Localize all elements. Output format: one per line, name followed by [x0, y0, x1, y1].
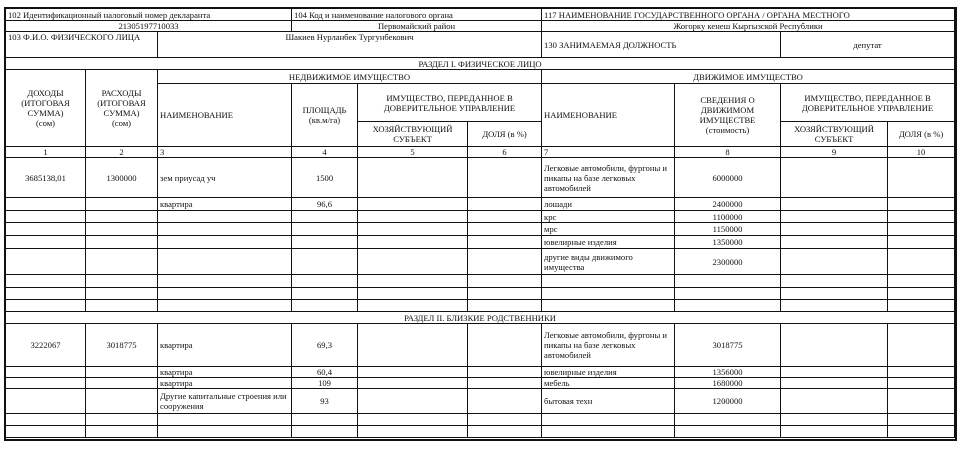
table-cell — [86, 223, 158, 236]
table-row — [6, 288, 955, 300]
table-cell — [888, 198, 955, 211]
table-cell — [358, 300, 468, 312]
table-cell — [358, 378, 468, 389]
table-cell — [542, 288, 675, 300]
table-cell: 6000000 — [675, 158, 781, 198]
table-cell: 3018775 — [86, 324, 158, 367]
column-number: 1 — [6, 147, 86, 158]
table-row — [6, 414, 955, 426]
table-row — [6, 300, 955, 312]
table-cell — [468, 378, 542, 389]
table-row — [6, 389, 955, 414]
column-number: 3 — [158, 147, 292, 158]
table-cell — [158, 275, 292, 288]
table-cell: Легковые автомобили, фургоны и пикапы на базе легковых автомобилей — [542, 158, 675, 198]
column-number: 4 — [292, 147, 358, 158]
table-cell: 109 — [292, 378, 358, 389]
table-cell — [542, 275, 675, 288]
table-cell — [468, 389, 542, 414]
movable-trust-header: ИМУЩЕСТВО, ПЕРЕДАННОЕ В ДОВЕРИТЕЛЬНОЕ УПРАВЛЕНИЕ — [781, 84, 955, 122]
table-cell — [292, 249, 358, 275]
table-cell — [6, 414, 86, 426]
table-cell — [158, 426, 292, 438]
table-cell — [358, 211, 468, 223]
table-row — [6, 223, 955, 236]
table-cell: 3018775 — [675, 324, 781, 367]
table-cell — [6, 211, 86, 223]
table-cell — [358, 236, 468, 249]
column-number: 5 — [358, 147, 468, 158]
table-cell — [6, 288, 86, 300]
movable-entity-header: ХОЗЯЙСТВУЮЩИЙ СУБЪЕКТ — [781, 122, 888, 147]
table-row — [6, 367, 955, 378]
table-cell — [86, 367, 158, 378]
table-cell: бытовая техн — [542, 389, 675, 414]
table-row — [6, 426, 955, 438]
org-value: Жогорку кенеш Кыргызской Республики — [542, 21, 955, 32]
table-cell — [888, 426, 955, 438]
table-cell — [86, 198, 158, 211]
table-cell — [888, 275, 955, 288]
table-row — [6, 198, 955, 211]
table-cell — [888, 389, 955, 414]
table-cell: 2300000 — [675, 249, 781, 275]
table-cell — [86, 288, 158, 300]
position-label: 130 ЗАНИМАЕМАЯ ДОЛЖНОСТЬ — [542, 32, 781, 58]
table-cell — [6, 275, 86, 288]
position-value: депутат — [781, 32, 955, 58]
table-cell: ювелирные изделия — [542, 236, 675, 249]
real-estate-entity-header: ХОЗЯЙСТВУЮЩИЙ СУБЪЕКТ — [358, 122, 468, 147]
table-cell: 1100000 — [675, 211, 781, 223]
table-cell — [781, 324, 888, 367]
table-cell — [292, 288, 358, 300]
table-cell — [468, 414, 542, 426]
table-cell: 69,3 — [292, 324, 358, 367]
table-cell: 2400000 — [675, 198, 781, 211]
declaration-table — [5, 8, 955, 438]
table-row — [6, 211, 955, 223]
table-cell — [781, 198, 888, 211]
table-cell — [781, 288, 888, 300]
income-header: ДОХОДЫ (ИТОГОВАЯ СУММА) (сом) — [6, 70, 86, 147]
area-header: ПЛОЩАДЬ (кв.м/га) — [292, 84, 358, 147]
table-cell — [86, 426, 158, 438]
table-cell: 1500 — [292, 158, 358, 198]
section2-title: РАЗДЕЛ II. БЛИЗКИЕ РОДСТВЕННИКИ — [6, 312, 955, 324]
table-cell — [675, 300, 781, 312]
table-cell: мрс — [542, 223, 675, 236]
table-cell — [6, 223, 86, 236]
table-cell: 1300000 — [86, 158, 158, 198]
table-cell — [6, 249, 86, 275]
column-number: 2 — [86, 147, 158, 158]
table-cell — [6, 367, 86, 378]
table-cell: Другие капитальные строения или сооружения — [158, 389, 292, 414]
table-cell — [292, 275, 358, 288]
table-cell — [358, 288, 468, 300]
table-cell — [781, 236, 888, 249]
table-cell — [6, 389, 86, 414]
table-cell — [888, 378, 955, 389]
table-cell — [781, 249, 888, 275]
table-cell — [6, 426, 86, 438]
table-row — [6, 236, 955, 249]
column-number: 7 — [542, 147, 675, 158]
expenses-header: РАСХОДЫ (ИТОГОВАЯ СУММА) (сом) — [86, 70, 158, 147]
table-cell — [468, 198, 542, 211]
tax-authority-value: Первомайский район — [292, 21, 542, 32]
table-cell — [781, 378, 888, 389]
column-number: 9 — [781, 147, 888, 158]
table-cell: 1350000 — [675, 236, 781, 249]
real-estate-share-header: ДОЛЯ (в %) — [468, 122, 542, 147]
table-cell — [292, 426, 358, 438]
table-cell — [158, 211, 292, 223]
table-cell — [888, 414, 955, 426]
table-cell — [86, 300, 158, 312]
column-number: 10 — [888, 147, 955, 158]
table-cell — [358, 249, 468, 275]
table-cell — [888, 158, 955, 198]
table-cell: ювелирные изделия — [542, 367, 675, 378]
table-cell — [781, 414, 888, 426]
table-cell — [675, 426, 781, 438]
table-cell: квартира — [158, 324, 292, 367]
table-cell — [358, 367, 468, 378]
table-cell: крс — [542, 211, 675, 223]
fio-label: 103 Ф.И.О. ФИЗИЧЕСКОГО ЛИЦА — [6, 32, 158, 58]
table-cell — [468, 324, 542, 367]
table-cell: мебель — [542, 378, 675, 389]
table-cell: лошади — [542, 198, 675, 211]
table-row — [6, 249, 955, 275]
table-cell — [468, 275, 542, 288]
inn-value: 21305197710033 — [6, 21, 292, 32]
movable-header: ДВИЖИМОЕ ИМУЩЕСТВО — [542, 70, 955, 84]
table-cell — [542, 300, 675, 312]
movable-share-header: ДОЛЯ (в %) — [888, 122, 955, 147]
table-cell: 1200000 — [675, 389, 781, 414]
table-cell — [158, 288, 292, 300]
table-cell — [781, 426, 888, 438]
table-cell: другие виды движимого имущества — [542, 249, 675, 275]
table-cell — [358, 414, 468, 426]
table-cell: Легковые автомобили, фургоны и пикапы на базе легковых автомобилей — [542, 324, 675, 367]
table-cell — [86, 211, 158, 223]
table-cell — [292, 223, 358, 236]
column-number-row — [6, 147, 955, 158]
table-cell — [468, 300, 542, 312]
table-cell: квартира — [158, 378, 292, 389]
table-cell — [358, 223, 468, 236]
table-row — [6, 324, 955, 367]
table-cell — [6, 300, 86, 312]
table-cell — [888, 223, 955, 236]
table-cell: 93 — [292, 389, 358, 414]
table-cell — [888, 324, 955, 367]
table-cell — [158, 414, 292, 426]
table-cell — [292, 300, 358, 312]
table-cell — [292, 236, 358, 249]
table-cell — [158, 249, 292, 275]
table-cell — [888, 236, 955, 249]
table-cell — [781, 389, 888, 414]
table-cell — [542, 414, 675, 426]
table-cell — [888, 367, 955, 378]
table-cell: 3685138,01 — [6, 158, 86, 198]
table-cell — [675, 288, 781, 300]
table-cell — [888, 249, 955, 275]
table-cell — [468, 158, 542, 198]
table-cell — [6, 378, 86, 389]
org-label: 117 НАИМЕНОВАНИЕ ГОСУДАРСТВЕННОГО ОРГАНА / ОРГАНА МЕСТНОГО — [542, 9, 955, 21]
column-number: 8 — [675, 147, 781, 158]
table-cell — [358, 158, 468, 198]
table-cell — [358, 324, 468, 367]
table-cell — [6, 198, 86, 211]
table-cell — [468, 367, 542, 378]
table-cell — [86, 249, 158, 275]
section1-title: РАЗДЕЛ I. ФИЗИЧЕСКОЕ ЛИЦО — [6, 58, 955, 70]
inn-label: 102 Идентификационный налоговый номер декларанта — [6, 9, 292, 21]
table-cell: квартира — [158, 367, 292, 378]
table-cell — [86, 236, 158, 249]
table-row — [6, 158, 955, 198]
tax-authority-label: 104 Код и наименование налогового органа — [292, 9, 542, 21]
table-cell — [781, 275, 888, 288]
table-row — [6, 275, 955, 288]
real-estate-trust-header: ИМУЩЕСТВО, ПЕРЕДАННОЕ В ДОВЕРИТЕЛЬНОЕ УПРАВЛЕНИЕ — [358, 84, 542, 122]
table-cell — [158, 300, 292, 312]
table-cell — [542, 426, 675, 438]
real-estate-header: НЕДВИЖИМОЕ ИМУЩЕСТВО — [158, 70, 542, 84]
table-cell — [781, 367, 888, 378]
table-cell — [86, 389, 158, 414]
table-cell: 1356000 — [675, 367, 781, 378]
table-cell — [292, 414, 358, 426]
table-cell — [468, 288, 542, 300]
table-cell: зем приусад уч — [158, 158, 292, 198]
table-cell — [158, 236, 292, 249]
table-cell — [675, 275, 781, 288]
table-cell — [468, 223, 542, 236]
table-cell — [781, 158, 888, 198]
table-cell — [86, 378, 158, 389]
table-cell — [158, 223, 292, 236]
table-cell — [358, 198, 468, 211]
table-cell — [358, 275, 468, 288]
column-number: 6 — [468, 147, 542, 158]
table-cell: 96,6 — [292, 198, 358, 211]
table-cell — [292, 211, 358, 223]
table-cell: квартира — [158, 198, 292, 211]
table-cell — [358, 389, 468, 414]
real-estate-name-header: НАИМЕНОВАНИЕ — [158, 84, 292, 147]
table-cell — [468, 249, 542, 275]
fio-value: Шакиев Нурланбек Тургунбекович — [158, 32, 542, 58]
table-cell — [888, 288, 955, 300]
table-cell: 3222067 — [6, 324, 86, 367]
table-cell — [468, 236, 542, 249]
table-cell: 1150000 — [675, 223, 781, 236]
table-row — [6, 378, 955, 389]
table-cell — [468, 211, 542, 223]
table-cell — [781, 211, 888, 223]
movable-name-header: НАИМЕНОВАНИЕ — [542, 84, 675, 147]
table-cell — [888, 211, 955, 223]
movable-info-header: СВЕДЕНИЯ О ДВИЖИМОМ ИМУЩЕСТВЕ (стоимость) — [675, 84, 781, 147]
table-cell: 60,4 — [292, 367, 358, 378]
table-cell — [888, 300, 955, 312]
table-cell — [86, 275, 158, 288]
table-cell — [86, 414, 158, 426]
table-cell — [781, 300, 888, 312]
table-cell — [358, 426, 468, 438]
table-cell: 1680000 — [675, 378, 781, 389]
table-cell — [675, 414, 781, 426]
table-cell — [781, 223, 888, 236]
table-cell — [468, 426, 542, 438]
table-cell — [6, 236, 86, 249]
